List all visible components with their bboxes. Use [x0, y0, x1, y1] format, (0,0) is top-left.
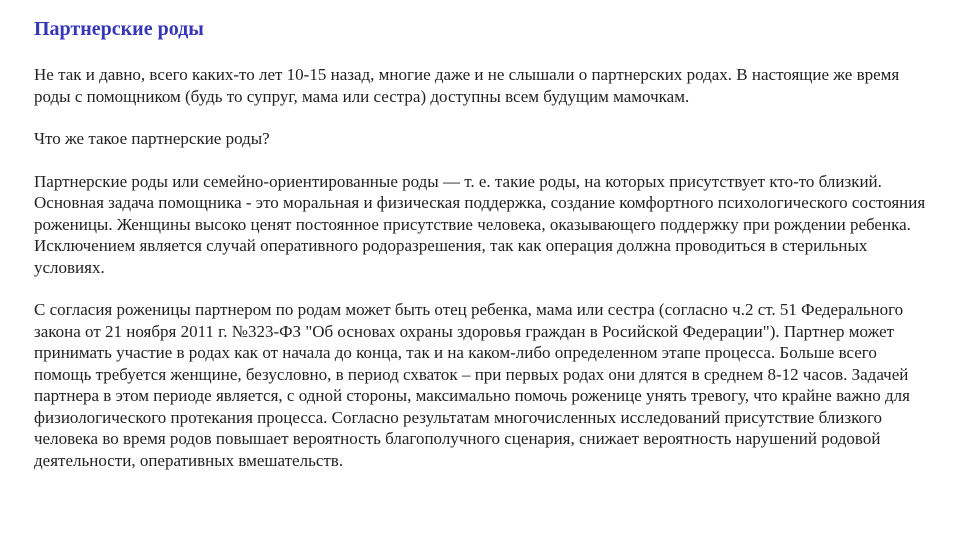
article-title: Партнерские роды [34, 18, 204, 40]
intro-paragraph: Не так и давно, всего каких-то лет 10-15 назад, многие даже и не слышали о партнерских родах. В настоящие же время роды с помощником (будь то супруг, мама или сестра) доступны всем будущим мамочкам. [34, 65, 900, 106]
question-paragraph: Что же такое партнерские роды? [34, 129, 270, 148]
partner-paragraph: С согласия роженицы партнером по родам может быть отец ребенка, мама или сестра (согласно ч.2 ст. 51 Федерального закона от 21 ноября 2011 г. №323-ФЗ "Об основах охраны здоровья граждан в Росийской Федерации"). Партнер может принимать участие в родах как от начала до конца, так и на каком-либо определенном этапе процесса. Больше всего помощь требуется женщине, безусловно, в период схваток – при первых родах они длятся в среднем 8-12 часов. Задачей партнера в этом периоде является, с одной стороны, максимально помочь роженице унять тревогу, что крайне важно для физиологического протекания процесса. Согласно результатам многочисленных исследований присутствие близкого человека во время родов повышает вероятность благополучного сценария, снижает вероятность нарушений родовой деятельности, оперативных вмешательств. [34, 300, 910, 470]
definition-paragraph: Партнерские роды или семейно-ориентированные роды — т. е. такие роды, на которых присутствует кто-то близкий. Основная задача помощника - это моральная и физическая поддержка, создание комфортного психологического состояния роженицы. Женщины высоко ценят постоянное присутствие человека, оказывающего поддержку при рождении ребенка. Исключением является случай оперативного родоразрешения, так как операция должна проводиться в стерильных условиях. [34, 171, 926, 277]
article [34, 14, 934, 492]
